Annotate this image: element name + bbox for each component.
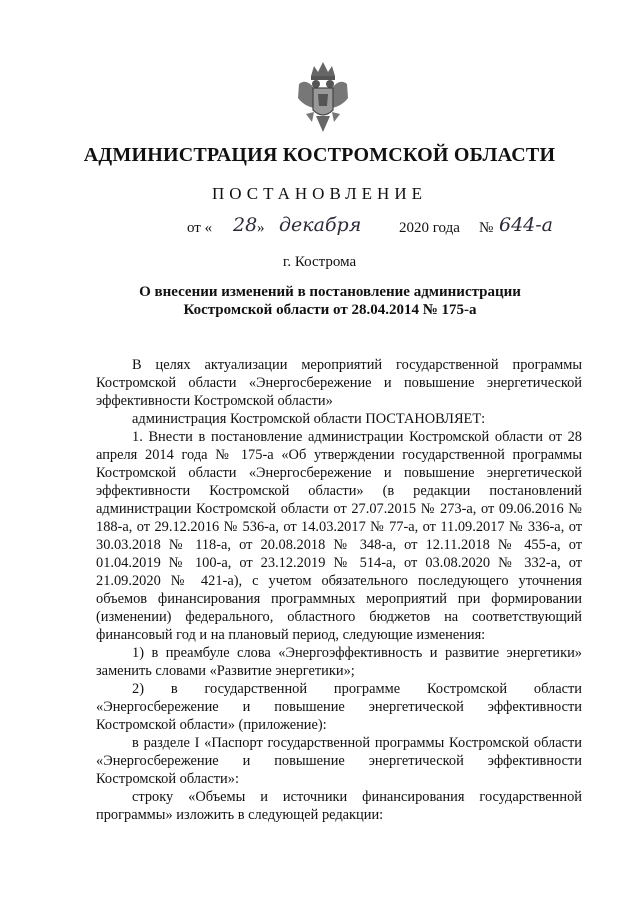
title-line-1: О внесении изменений в постановление администрации [139, 284, 521, 300]
paragraph-section-1: в разделе I «Паспорт государственной программы Костромской области «Энергосбережение и повышение энергетической эффективности Костромской области»: [96, 735, 582, 787]
date-year: 2020 года [399, 220, 460, 236]
title-line-2: Костромской области от 28.04.2014 № 175-а [183, 302, 477, 318]
document-body [96, 356, 582, 824]
date-quote-close: » [257, 220, 265, 236]
paragraph-item-1: 1. Внести в постановление администрации Костромской области от 28 апреля 2014 года № 175-а «Об утверждении государственной программы Костромской области «Энергосбережение и повышение энергетической эффективности Костромской области» (в редакции постановлений администрации Костромской области от 27.07.2015 № 273-а, от 09.06.2016 № 188-а, от 29.12.2016 № 536-а, от 14.03.2017 № 77-а, от 11.09.2017 № 336-а, от 30.03.2018 № 118-а, от 20.08.2018 № 348-а, от 12.11.2018 № 455-а, от 01.04.2019 № 100-а, от 23.12.2019 № 514-а, от 03.08.2020 № 332-а, от 21.09.2020 № 421-а), с учетом обязательного последующего уточнения объемов финансирования программных мероприятий при формировании (изменении) федерального, областного бюджетов на соответствующий финансовый год и на плановый период, следующие изменения: [96, 429, 582, 643]
paragraph-preamble: В целях актуализации мероприятий государственной программы Костромской области «Энергосбережение и повышение энергетической эффективности Костромской области» [96, 357, 582, 409]
paragraph-resolves: администрация Костромской области ПОСТАНОВЛЯЕТ: [132, 411, 486, 427]
date-number-line [187, 214, 587, 244]
date-prefix: от « [187, 220, 213, 236]
city-line: г. Кострома [282, 254, 357, 270]
document-title [110, 283, 550, 319]
handwritten-day: 28 [233, 214, 258, 236]
paragraph-subitem-2: 2) в государственной программе Костромской области «Энергосбережение и повышение энергетической эффективности Костромской области» (приложение): [96, 681, 582, 733]
paragraph-funding-row: строку «Объемы и источники финансирования государственной программы» изложить в следующей редакции: [96, 789, 582, 823]
handwritten-number: 644-а [499, 214, 554, 236]
organization-name: АДМИНИСТРАЦИЯ КОСТРОМСКОЙ ОБЛАСТИ [83, 144, 556, 166]
handwritten-month: декабря [279, 214, 362, 236]
number-sign: № [479, 220, 494, 236]
paragraph-subitem-1: 1) в преамбуле слова «Энергоэффективность и развитие энергетики» заменить словами «Развитие энергетики»; [96, 645, 582, 679]
document-type: ПОСТАНОВЛЕНИЕ [211, 184, 427, 203]
coat-of-arms-icon [294, 58, 352, 138]
